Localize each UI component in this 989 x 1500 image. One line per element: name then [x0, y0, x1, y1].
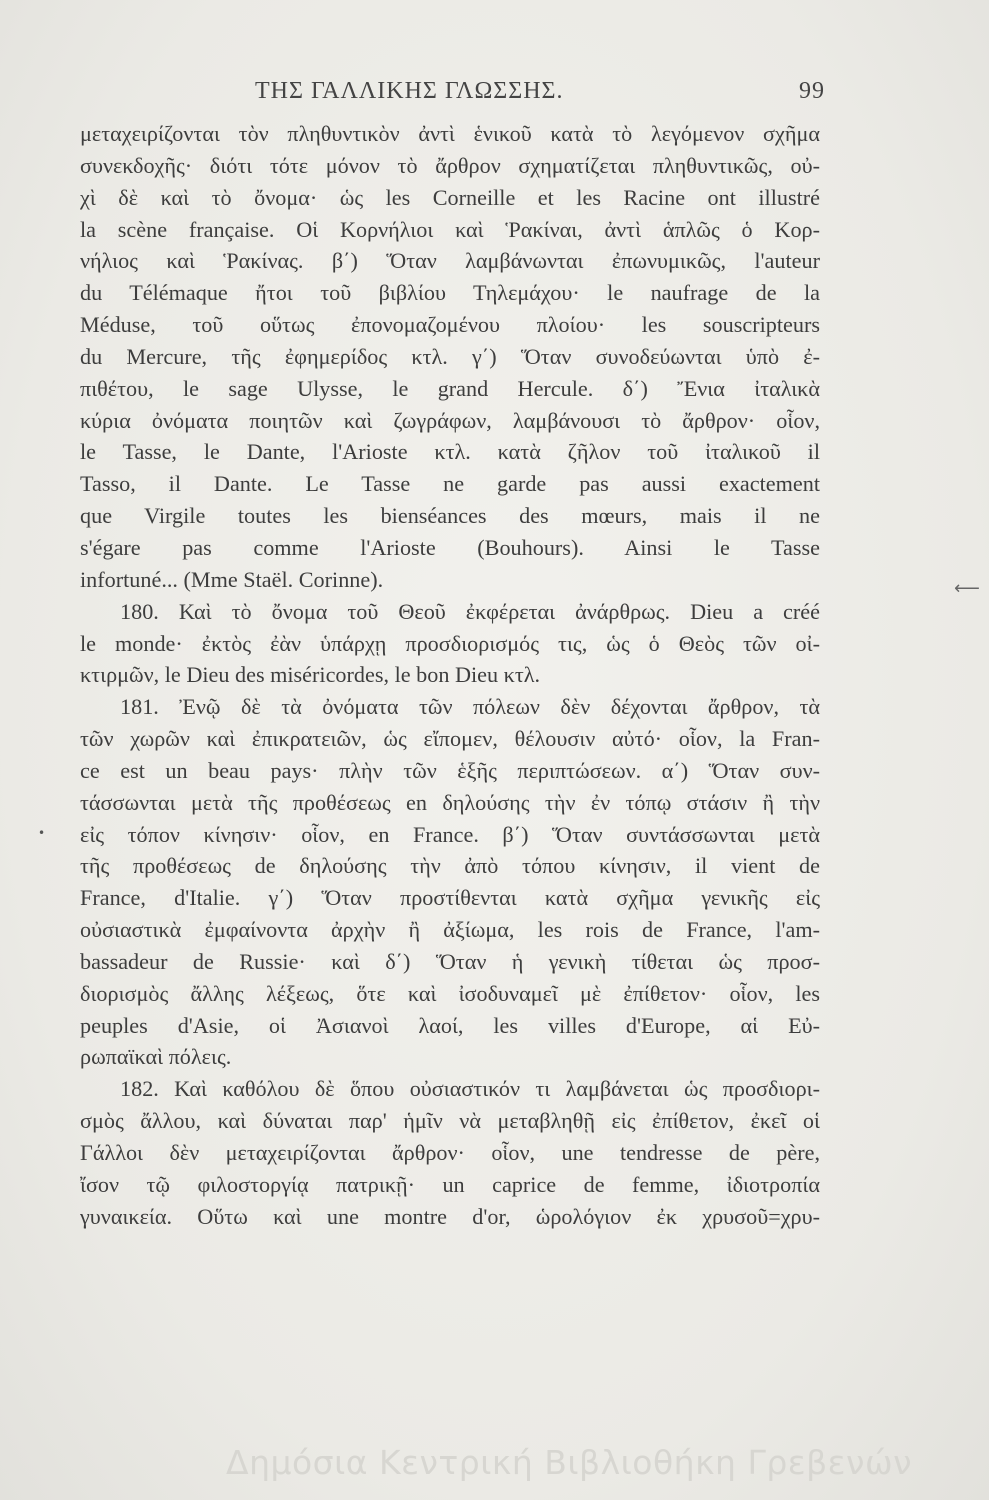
text-line: μεταχειρίζονται τὸν πληθυντικὸν ἀντὶ ἑνικοῦ κατὰ τὸ λεγόμενον σχῆμα: [80, 121, 820, 146]
text-line: τῆς προθέσεως de δηλούσης τὴν ἀπὸ τόπου κίνησιν, il vient de: [80, 853, 820, 879]
text-line: peuples d'Asie, οἱ Ἀσιανοὶ λαοί, les villes d'Europe, αἱ Εὐ-: [80, 1012, 820, 1038]
text-line: s'égare pas comme l'Arioste (Bouhours). Ainsi le Tasse: [80, 534, 820, 560]
section-181-line: 181. Ἐνῷ δὲ τὰ ὀνόματα τῶν πόλεων δὲν δέχονται ἄρθρον, τὰ: [120, 694, 820, 720]
text-line: οὐσιαστικὰ ἐμφαίνοντα ἀρχὴν ἢ ἀξίωμα, les rois de France, l'am-: [80, 917, 820, 943]
text-line: κτιρμῶν, le Dieu des miséricordes, le bon Dieu κτλ.: [80, 662, 541, 688]
text-line: Méduse, τοῦ οὕτως ἐπονομαζομένου πλοίου· les souscripteurs: [80, 312, 820, 338]
text-line: πιθέτου, le sage Ulysse, le grand Hercule. δ΄) Ἔνια ἰταλικὰ: [80, 375, 820, 401]
text-line: νήλιος καὶ Ῥακίνας. β΄) Ὅταν λαμβάνωνται ἐπωνυμικῶς, l'auteur: [80, 248, 820, 274]
text-line: le Tasse, le Dante, l'Arioste κτλ. κατὰ ζῆλον τοῦ ἰταλικοῦ il: [80, 439, 820, 465]
text-line: bassadeur de Russie· καὶ δ΄) Ὅταν ἡ γενικὴ τίθεται ὡς προσ-: [80, 948, 820, 974]
text-line: infortuné... (Mme Staël. Corinne).: [80, 566, 384, 592]
text-line: σμὸς ἄλλου, καὶ δύναται παρ' ἡμῖν νὰ μεταβληθῇ εἰς ἐπίθετον, ἐκεῖ οἱ: [80, 1108, 820, 1134]
text-line: Γάλλοι δὲν μεταχειρίζονται ἄρθρον· οἷον, une tendresse de père,: [80, 1140, 820, 1165]
library-watermark: Δημόσια Κεντρική Βιβλιοθήκη Γρεβενών: [226, 1443, 913, 1482]
text-line: la scène française. Οἱ Κορνήλιοι καὶ Ῥακίναι, ἀντὶ ἁπλῶς ὁ Κορ-: [80, 216, 820, 242]
text-line: France, d'Italie. γ΄) Ὅταν προστίθενται κατὰ σχῆμα γενικῆς εἰς: [80, 885, 820, 911]
text-line: χὶ δὲ καὶ τὸ ὄνομα· ὡς les Corneille et les Racine ont illustré: [80, 184, 820, 210]
running-title: ΤΗΣ ΓΑΛΛΙΚΗΣ ΓΛΩΣΣΗΣ.: [255, 78, 564, 104]
text-line: συνεκδοχῆς· διότι τότε μόνον τὸ ἄρθρον σχηματίζεται πληθυντικῶς, οὐ-: [80, 152, 820, 178]
text-line: que Virgile toutes les bienséances des mœurs, mais il ne: [80, 503, 820, 529]
page-number: 99: [799, 78, 825, 104]
margin-dot-icon: •: [38, 826, 46, 840]
text-line: κύρια ὀνόματα ποιητῶν καὶ ζωγράφων, λαμβάνουσι τὸ ἄρθρον· οἷον,: [80, 407, 820, 433]
margin-arrow-icon: ⟵: [954, 578, 980, 599]
text-line: le monde· ἐκτὸς ἐὰν ὑπάρχῃ προσδιορισμός τις, ὡς ὁ Θεὸς τῶν οἰ-: [80, 630, 820, 656]
text-line: du Télémaque ἤτοι τοῦ βιβλίου Τηλεμάχου· le naufrage de la: [80, 280, 820, 306]
body-text: [80, 118, 820, 1233]
text-line: du Mercure, τῆς ἐφημερίδος κτλ. γ΄) Ὅταν συνοδεύωνται ὑπὸ ἐ-: [80, 343, 820, 369]
text-line: Tasso, il Dante. Le Tasse ne garde pas aussi exactement: [80, 471, 820, 497]
text-line: ce est un beau pays· πλὴν τῶν ἑξῆς περιπτώσεων. α΄) Ὅταν συν-: [80, 757, 820, 783]
text-line: τάσσωνται μετὰ τῆς προθέσεως en δηλούσης τὴν ἐν τόπῳ στάσιν ἢ τὴν: [80, 789, 820, 815]
text-line: εἰς τόπον κίνησιν· οἷον, en France. β΄) Ὅταν συντάσσωνται μετὰ: [80, 821, 820, 847]
section-180-line: 180. Καὶ τὸ ὄνομα τοῦ Θεοῦ ἐκφέρεται ἀνάρθρως. Dieu a créé: [120, 598, 820, 624]
text-line: ρωπαϊκαὶ πόλεις.: [80, 1044, 232, 1070]
text-line: ἴσον τῷ φιλοστοργίᾳ πατρικῇ· un caprice de femme, ἰδιοτροπία: [80, 1171, 820, 1197]
text-line: τῶν χωρῶν καὶ ἐπικρατειῶν, ὡς εἴπομεν, θέλουσιν αὐτό· οἷον, la Fran-: [80, 726, 820, 752]
section-182-line: 182. Καὶ καθόλου δὲ ὅπου οὐσιαστικόν τι λαμβάνεται ὡς προσδιορι-: [120, 1076, 820, 1102]
text-line: διορισμὸς ἄλλης λέξεως, ὅτε καὶ ἰσοδυναμεῖ μὲ ἐπίθετον· οἷον, les: [80, 980, 820, 1006]
text-line: γυναικεία. Οὕτω καὶ une montre d'or, ὡρολόγιον ἐκ χρυσοῦ=χρυ-: [80, 1203, 820, 1229]
